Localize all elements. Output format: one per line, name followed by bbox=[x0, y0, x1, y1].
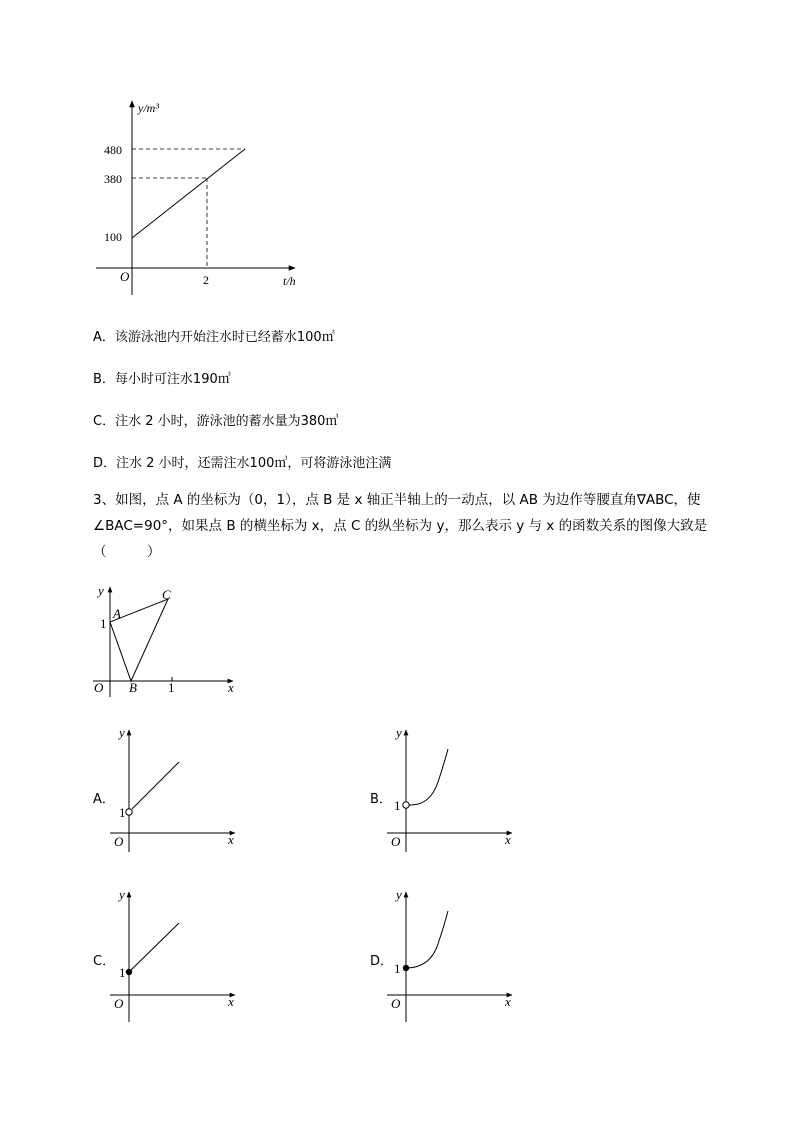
choice-c-label: C． bbox=[93, 954, 116, 969]
graph-curve bbox=[406, 911, 448, 968]
label-one: 1 bbox=[394, 961, 401, 976]
label-y: y bbox=[396, 725, 402, 740]
x-tick-2: 2 bbox=[203, 273, 209, 287]
label-b: B bbox=[129, 680, 137, 695]
choice-b-graph bbox=[382, 722, 522, 857]
label-c: C bbox=[162, 587, 171, 602]
option-a: A．该游泳池内开始注水时已经蓄水100㎥ bbox=[93, 330, 335, 345]
choice-a-graph bbox=[105, 722, 245, 857]
y-tick-100: 100 bbox=[104, 230, 122, 244]
label-x: x bbox=[228, 832, 234, 847]
choice-d-graph bbox=[382, 884, 522, 1024]
choice-c-graph bbox=[105, 884, 245, 1024]
graph-line bbox=[132, 762, 179, 809]
y-axis-label: y/m³ bbox=[138, 101, 159, 115]
label-x: x bbox=[228, 994, 234, 1009]
graph-curve bbox=[409, 749, 448, 805]
label-x: x bbox=[505, 832, 511, 847]
label-one: 1 bbox=[119, 805, 126, 820]
label-one: 1 bbox=[119, 965, 126, 980]
question-3-line-2: ∠BAC=90°，如果点 B 的横坐标为 x，点 C 的纵坐标为 y，那么表示 y 与 x 的函数关系的图像大致是 bbox=[93, 518, 708, 534]
volume-time-graph bbox=[90, 95, 310, 305]
question-3-line-3: （ ） bbox=[93, 544, 161, 560]
y-tick-380: 380 bbox=[104, 172, 122, 186]
y-tick-480: 480 bbox=[104, 143, 122, 157]
label-one: 1 bbox=[394, 798, 401, 813]
choice-a-label: A． bbox=[93, 792, 115, 807]
label-o: O bbox=[114, 834, 124, 849]
label-o: O bbox=[94, 680, 104, 695]
option-c: C．注水 2 小时，游泳池的蓄水量为380㎥ bbox=[93, 414, 339, 429]
triangle-figure bbox=[88, 582, 248, 702]
label-o: O bbox=[391, 996, 401, 1011]
label-o: O bbox=[114, 996, 124, 1011]
open-point bbox=[403, 802, 409, 808]
label-x: x bbox=[228, 680, 234, 695]
option-b: B．每小时可注水190㎥ bbox=[93, 372, 231, 387]
label-a: A bbox=[113, 606, 121, 621]
question-3-line-1: 3、如图，点 A 的坐标为（0，1），点 B 是 x 轴正半轴上的一动点，以 AB 为边作等腰直角∇ABC，使 bbox=[93, 492, 701, 508]
closed-point bbox=[403, 965, 409, 971]
choice-b-label: B． bbox=[370, 792, 392, 807]
x-axis-label: t/h bbox=[283, 274, 296, 288]
label-y: y bbox=[119, 887, 125, 902]
volume-line bbox=[132, 149, 245, 238]
label-one-y: 1 bbox=[100, 616, 107, 631]
label-one-x: 1 bbox=[168, 680, 175, 695]
label-y: y bbox=[98, 583, 104, 598]
origin-label: O bbox=[120, 269, 130, 284]
label-y: y bbox=[396, 887, 402, 902]
option-d: D．注水 2 小时，还需注水100㎥，可将游泳池注满 bbox=[93, 456, 392, 471]
label-x: x bbox=[505, 994, 511, 1009]
choice-d-label: D． bbox=[370, 954, 394, 969]
open-point bbox=[126, 809, 132, 815]
label-o: O bbox=[391, 834, 401, 849]
graph-line bbox=[129, 923, 179, 972]
label-y: y bbox=[119, 725, 125, 740]
closed-point bbox=[126, 969, 132, 975]
